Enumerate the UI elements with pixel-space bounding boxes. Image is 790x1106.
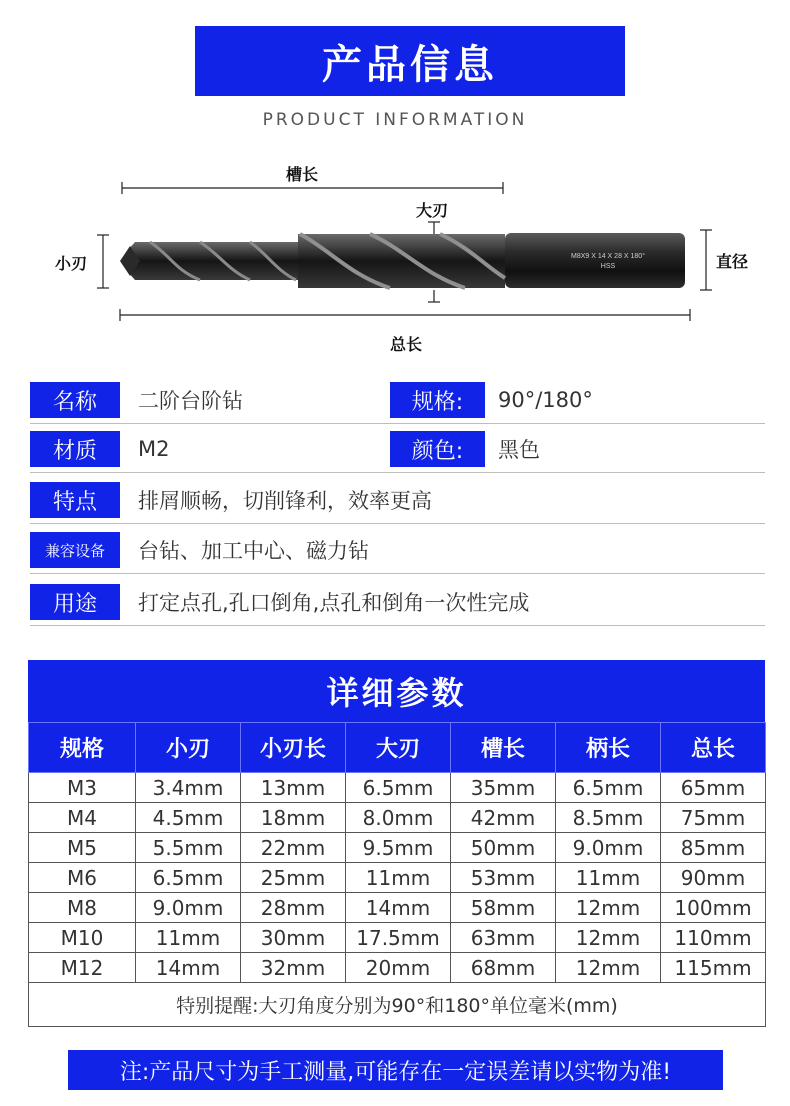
table-cell: 42mm [451,803,556,833]
table-cell: 12mm [556,893,661,923]
info-value: 二阶台阶钻 [138,389,243,413]
table-cell: 11mm [136,923,241,953]
table-cell: 13mm [241,773,346,803]
diameter-label: 直径 [716,252,749,271]
table-cell: 68mm [451,953,556,983]
table-cell: M8 [29,893,136,923]
table-cell: 115mm [661,953,766,983]
column-header: 大刃 [346,723,451,773]
info-label: 材质 [30,431,120,467]
flute-length-label: 槽长 [286,165,319,184]
column-header: 总长 [661,723,766,773]
table-row [29,893,766,923]
table-cell: 22mm [241,833,346,863]
spec-table-header [29,723,766,773]
table-cell: 14mm [136,953,241,983]
spec-table-section [28,660,765,1027]
table-note-row [29,983,766,1027]
table-cell: M6 [29,863,136,893]
info-label: 用途 [30,584,120,620]
table-cell: 50mm [451,833,556,863]
table-cell: 110mm [661,923,766,953]
page-subtitle: PRODUCT INFORMATION [262,110,528,130]
table-cell: M4 [29,803,136,833]
info-row-features [30,474,765,524]
table-cell: M3 [29,773,136,803]
table-cell: 20mm [346,953,451,983]
table-row [29,863,766,893]
spec-table [28,722,766,1027]
table-cell: 63mm [451,923,556,953]
table-cell: 6.5mm [556,773,661,803]
column-header: 规格 [29,723,136,773]
table-cell: 58mm [451,893,556,923]
info-value: 排屑顺畅，切削锋利，效率更高 [138,489,432,513]
table-cell: 12mm [556,923,661,953]
table-cell: 12mm [556,953,661,983]
table-cell: 3.4mm [136,773,241,803]
table-cell: 4.5mm [136,803,241,833]
big-edge-label: 大刃 [416,201,449,220]
info-value: 黑色 [498,438,540,462]
table-row [29,833,766,863]
table-cell: 8.5mm [556,803,661,833]
info-label: 特点 [30,482,120,518]
table-cell: 53mm [451,863,556,893]
info-row-compatible [30,524,765,574]
info-label: 规格: [390,382,485,418]
table-row [29,803,766,833]
column-header: 柄长 [556,723,661,773]
table-row [29,773,766,803]
info-value: 打定点孔,孔口倒角,点孔和倒角一次性完成 [138,591,530,615]
table-cell: 5.5mm [136,833,241,863]
table-cell: 9.0mm [556,833,661,863]
table-cell: 11mm [346,863,451,893]
table-row [29,923,766,953]
table-row [29,953,766,983]
info-row-name [30,374,765,424]
table-cell: 9.5mm [346,833,451,863]
table-cell: 6.5mm [136,863,241,893]
table-cell: 30mm [241,923,346,953]
table-cell: 35mm [451,773,556,803]
page-title: 产品信息 [195,26,625,96]
table-cell: M10 [29,923,136,953]
total-length-label: 总长 [390,335,423,354]
column-header: 槽长 [451,723,556,773]
column-header: 小刃 [136,723,241,773]
table-cell: 85mm [661,833,766,863]
table-cell: 75mm [661,803,766,833]
table-cell: 28mm [241,893,346,923]
table-cell: 11mm [556,863,661,893]
info-row-usage [30,576,765,626]
table-cell: 25mm [241,863,346,893]
table-cell: 90mm [661,863,766,893]
table-cell: 8.0mm [346,803,451,833]
table-cell: 9.0mm [136,893,241,923]
table-cell: 6.5mm [346,773,451,803]
small-edge-label: 小刃 [55,254,88,273]
info-label: 兼容设备 [30,532,120,568]
info-value: 90°/180° [498,388,593,412]
info-value: M2 [138,437,170,461]
spec-table-title: 详细参数 [28,660,765,722]
table-cell: 32mm [241,953,346,983]
table-cell: 14mm [346,893,451,923]
table-cell: 18mm [241,803,346,833]
shank-marking: M8X9 X 14 X 28 X 180° [570,253,646,260]
column-header: 小刃长 [241,723,346,773]
footer-disclaimer: 注:产品尺寸为手工测量,可能存在一定误差请以实物为准! [68,1050,723,1090]
table-cell: M12 [29,953,136,983]
drill-illustration [0,150,790,360]
table-cell: 100mm [661,893,766,923]
table-note: 特别提醒:大刃角度分别为90°和180°单位毫米(mm) [29,983,766,1027]
table-cell: 65mm [661,773,766,803]
info-row-material [30,423,765,473]
table-cell: M5 [29,833,136,863]
drill-diagram [0,150,790,360]
shank-material: HSS [600,263,616,270]
info-label: 名称 [30,382,120,418]
table-cell: 17.5mm [346,923,451,953]
info-value: 台钻、加工中心、磁力钻 [138,539,369,563]
info-label: 颜色: [390,431,485,467]
